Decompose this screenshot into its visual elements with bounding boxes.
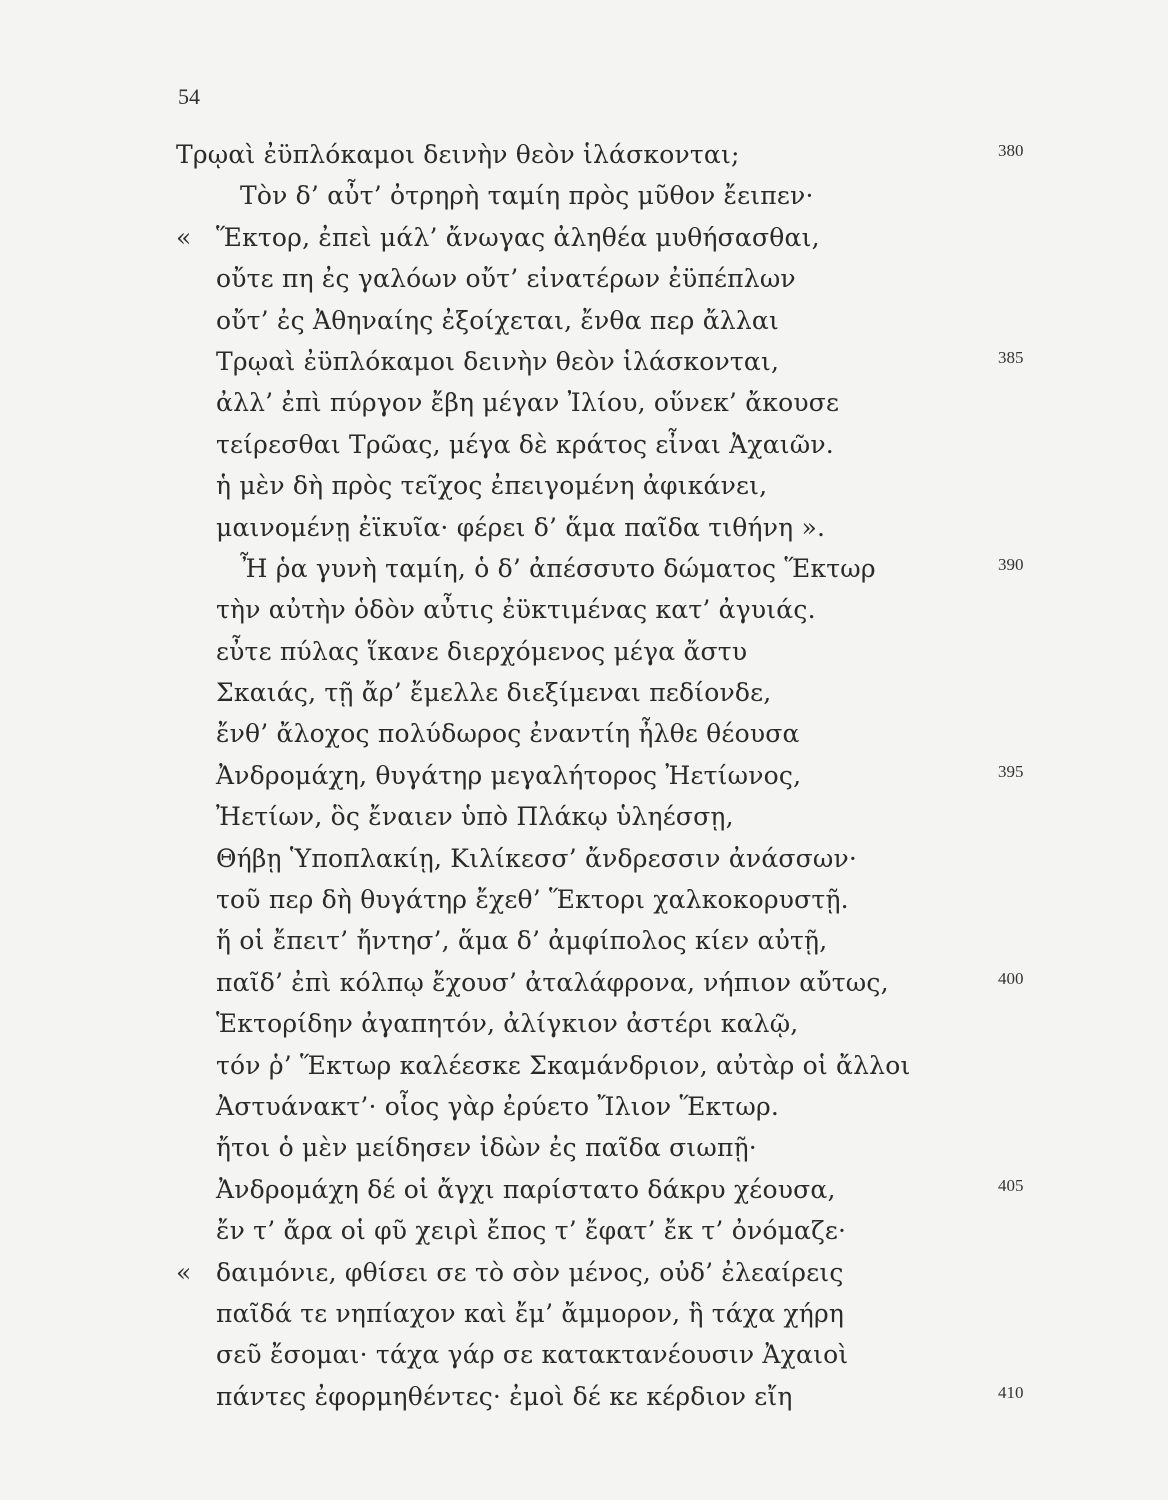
verse-line (0, 1127, 1168, 1168)
verse-line (0, 217, 1168, 258)
verse-line (0, 1003, 1168, 1044)
verse-line (0, 507, 1168, 548)
verse-line (0, 1169, 1168, 1210)
verse-line (0, 341, 1168, 382)
verse-line (0, 631, 1168, 672)
line-number: 380 (998, 141, 1024, 160)
verse-line (0, 755, 1168, 796)
verse-text: τοῦ περ δὴ θυγάτηρ ἔχεθ’ Ἕκτορι χαλκοκορυστῇ. (216, 885, 849, 915)
verse-line (0, 175, 1168, 216)
verse-line (0, 1293, 1168, 1334)
verse-text: ἡ μὲν δὴ πρὸς τεῖχος ἐπειγομένη ἀφικάνει, (216, 471, 768, 501)
line-number: 385 (998, 347, 1024, 367)
line-number: 395 (998, 761, 1024, 781)
verse-text: Ἕκτορ, ἐπεὶ μάλ’ ἄνωγας ἀληθέα μυθήσασθαι, (216, 222, 820, 252)
verse-line (0, 1086, 1168, 1127)
verse-text: ἔνθ’ ἄλοχος πολύδωρος ἐναντίη ἦλθε θέουσα (216, 719, 800, 749)
verse-line (0, 300, 1168, 341)
verse-text: Ἦ ῥα γυνὴ ταμίη, ὁ δ’ ἀπέσσυτο δώματος Ἕκτωρ (240, 553, 876, 583)
verse-text: δαιμόνιε, φθίσει σε τὸ σὸν μένος, οὐδ’ ἐλεαίρεις (216, 1257, 844, 1287)
verse-line (0, 465, 1168, 506)
verse-line (0, 1045, 1168, 1086)
verse-line (0, 796, 1168, 837)
verse-line (0, 424, 1168, 465)
verse-line (0, 134, 1168, 175)
verse-text: παῖδά τε νηπίαχον καὶ ἔμ’ ἄμμορον, ἣ τάχα χήρη (216, 1298, 845, 1328)
verse-text: μαινομένῃ ἐϊκυῖα· φέρει δ’ ἅμα παῖδα τιθήνη ». (216, 512, 826, 542)
verse-line (0, 1376, 1168, 1417)
verse-line (0, 258, 1168, 299)
verse-line (0, 589, 1168, 630)
verse-text: Σκαιάς, τῇ ἄρ’ ἔμελλε διεξίμεναι πεδίονδε, (216, 678, 772, 708)
verse-line (0, 713, 1168, 754)
verse-text: εὖτε πύλας ἵκανε διερχόμενος μέγα ἄστυ (216, 636, 748, 666)
verse-text: παῖδ’ ἐπὶ κόλπῳ ἔχουσ’ ἀταλάφρονα, νήπιον αὔτως, (216, 967, 889, 997)
verse-text: ἀλλ’ ἐπὶ πύργον ἔβη μέγαν Ἰλίου, οὕνεκ’ ἄκουσε (216, 388, 840, 418)
verse-text: Τὸν δ’ αὖτ’ ὀτρηρὴ ταμίη πρὸς μῦθον ἔειπεν· (240, 181, 814, 211)
page-number: 54 (178, 84, 200, 109)
poem-text (0, 134, 1168, 1417)
line-number: 390 (998, 554, 1024, 574)
line-number: 410 (998, 1382, 1024, 1402)
verse-text: οὔτε πη ἐς γαλόων οὔτ’ εἰνατέρων ἐϋπέπλων (216, 264, 796, 294)
verse-text: Ἀνδρομάχη δέ οἱ ἄγχι παρίστατο δάκρυ χέουσα, (216, 1174, 836, 1204)
verse-text: Ἑκτορίδην ἀγαπητόν, ἀλίγκιον ἀστέρι καλῷ, (216, 1009, 799, 1039)
verse-line (0, 382, 1168, 423)
verse-text: Ἀνδρομάχη, θυγάτηρ μεγαλήτορος Ἠετίωνος, (216, 760, 802, 790)
verse-text: τὴν αὐτὴν ὁδὸν αὖτις ἐϋκτιμένας κατ’ ἀγυιάς. (216, 595, 816, 625)
quotation-mark: « (176, 1257, 192, 1287)
line-number: 405 (998, 1175, 1024, 1195)
verse-text: ἤτοι ὁ μὲν μείδησεν ἰδὼν ἐς παῖδα σιωπῇ· (216, 1133, 757, 1163)
verse-text: πάντες ἐφορμηθέντες· ἐμοὶ δέ κε κέρδιον εἴη (216, 1381, 793, 1411)
verse-line (0, 879, 1168, 920)
verse-text: Ἠετίων, ὃς ἔναιεν ὑπὸ Πλάκῳ ὑληέσσῃ, (216, 802, 734, 832)
verse-text: Τρῳαὶ ἐϋπλόκαμοι δεινὴν θεὸν ἱλάσκονται; (176, 140, 740, 169)
verse-line (0, 548, 1168, 589)
verse-line (0, 920, 1168, 961)
verse-line (0, 838, 1168, 879)
verse-line (0, 1334, 1168, 1375)
verse-text: ἔν τ’ ἄρα οἱ φῦ χειρὶ ἔπος τ’ ἔφατ’ ἔκ τ’ ὀνόμαζε· (216, 1216, 847, 1246)
line-number: 400 (998, 968, 1024, 988)
verse-text: τείρεσθαι Τρῶας, μέγα δὲ κράτος εἶναι Ἀχαιῶν. (216, 429, 834, 459)
verse-text: Ἀστυάνακτ’· οἶος γὰρ ἐρύετο Ἴλιον Ἕκτωρ. (216, 1091, 779, 1121)
verse-text: τόν ῥ’ Ἕκτωρ καλέεσκε Σκαμάνδριον, αὐτὰρ οἱ ἄλλοι (216, 1050, 911, 1080)
verse-text: οὔτ’ ἐς Ἀθηναίης ἐξοίχεται, ἔνθα περ ἄλλαι (216, 305, 779, 335)
verse-line (0, 962, 1168, 1003)
verse-text: Τρῳαὶ ἐϋπλόκαμοι δεινὴν θεὸν ἱλάσκονται, (216, 346, 780, 376)
verse-line (0, 1210, 1168, 1251)
verse-text: σεῦ ἔσομαι· τάχα γάρ σε κατακτανέουσιν Ἀχαιοὶ (216, 1340, 849, 1370)
quotation-mark: « (176, 222, 192, 252)
verse-text: ἥ οἱ ἔπειτ’ ἤντησ’, ἅμα δ’ ἀμφίπολος κίεν αὐτῇ, (216, 926, 828, 956)
verse-line (0, 1252, 1168, 1293)
verse-text: Θήβῃ Ὑποπλακίῃ, Κιλίκεσσ’ ἄνδρεσσιν ἀνάσσων· (216, 843, 858, 873)
verse-line (0, 672, 1168, 713)
